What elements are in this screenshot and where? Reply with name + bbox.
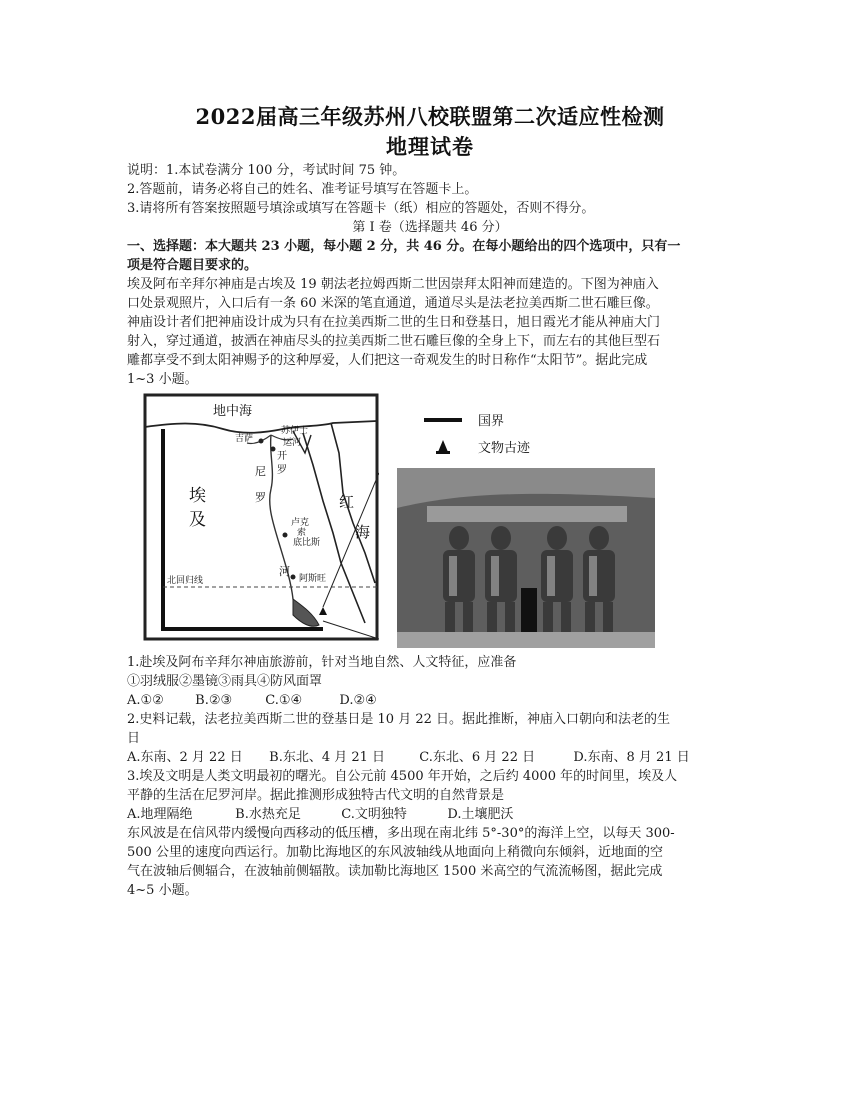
map-label-nile: 尼 [255,465,266,478]
option-c[interactable]: C.文明独特 [341,807,407,822]
passage-line: 射入，穿过通道，披洒在神庙尽头的拉美西斯二世石雕巨像的全身上下，而左右的其他巨型石 [127,334,661,349]
map-label-aswan: 阿斯旺 [299,574,327,584]
option-b[interactable]: B.东北、4 月 21 日 [269,750,386,765]
passage-line: 埃及阿布辛拜尔神庙是古埃及 19 朝法老拉姆西斯二世因崇拜太阳神而建造的。下图为神庙入 [127,277,659,292]
instruction-line: 2.答题前，请务必将自己的姓名、准考证号填写在答题卡上。 [127,182,478,197]
map-label-luxor: 索 [297,528,307,538]
map-label-nile: 罗 [255,491,266,504]
part-heading: 一、选择题：本大题共 23 小题，每小题 2 分，共 46 分。在每小题给出的四个选项中，只有一 [127,239,681,254]
question-stem: 日 [127,731,141,746]
option-c[interactable]: C.①④ [265,693,303,708]
question-options [127,748,737,767]
exam-title: 2022届高三年级苏州八校联盟第二次适应性检测 [195,104,665,129]
passage-line: 500 公里的速度向西运行。加勒比海地区的东风波轴线从地面向上稍微向东倾斜，近地面的空 [127,845,663,860]
map-label-egypt: 及 [189,510,206,530]
map-label-tropic: 北回归线 [167,576,204,586]
map-label-red-sea: 海 [355,523,371,541]
temple-photo [397,468,655,648]
egypt-temple-figure [143,393,655,651]
option-a[interactable]: A.东南、2 月 22 日 [127,750,243,765]
map-label-nile: 河 [279,565,290,578]
map-label-cairo: 罗 [277,465,287,476]
passage-line: 4~5 小题。 [127,883,198,898]
option-a[interactable]: A.①② [127,693,164,708]
question-options [127,691,737,710]
option-d[interactable]: D.土壤肥沃 [447,807,514,822]
relic-legend-icon [438,440,448,452]
option-b[interactable]: B.水热充足 [235,807,301,822]
egypt-map [143,393,379,641]
section-title: 第 I 卷（选择题共 46 分） [352,220,508,235]
question-stem: 1.赴埃及阿布辛拜尔神庙旅游前，针对当地自然、人文特征，应准备 [127,655,517,670]
question-items: ①羽绒服②墨镜③雨具④防风面罩 [127,674,323,689]
instruction-line: 3.请将所有答案按照题号填涂或填写在答题卡（纸）相应的答题处，否则不得分。 [127,201,595,216]
legend-relic-label: 文物古迹 [478,441,531,456]
question-stem: 2.史料记载，法老拉美西斯二世的登基日是 10 月 22 日。据此推断，神庙入口朝向和法老的生 [127,712,671,727]
map-label-luxor: 卢克 [291,518,310,528]
map-label-suez: 运河 [283,438,302,448]
passage-line: 东风波是在信风带内缓慢向西移动的低压槽，多出现在南北纬 5°-30°的海洋上空，以每天 300- [127,826,675,841]
map-label-egypt: 埃 [189,486,206,506]
instruction-line: 说明：1.本试卷满分 100 分，考试时间 75 钟。 [127,163,406,178]
map-label-giza: 吉萨 [235,434,254,444]
option-d[interactable]: D.②④ [339,693,377,708]
passage-line: 口处景观照片，入口后有一条 60 米深的笔直通道，通道尽头是法老拉美西斯二世石雕巨像。 [127,296,659,311]
passage-line: 神庙设计者们把神庙设计成为只有在拉美西斯二世的生日和登基日，旭日霞光才能从神庙大门 [127,315,661,330]
passage-line: 雕都享受不到太阳神赐予的这种厚爱，人们把这一奇观发生的时日称作“太阳节”。据此完成 [127,353,648,368]
map-label-suez: 苏伊士 [281,426,309,436]
passage-line: 1~3 小题。 [127,372,198,387]
passage-line: 气在波轴后侧辐合，在波轴前侧辐散。读加勒比海地区 1500 米高空的气流流畅图，据此完成 [127,864,663,879]
question-options [127,805,737,824]
map-legend [422,410,542,460]
question-stem: 3.埃及文明是人类文明最初的曙光。自公元前 4500 年开始，之后约 4000 年的时间里，埃及人 [127,769,678,784]
exam-subtitle: 地理试卷 [386,134,474,159]
map-label-red-sea: 红 [339,493,355,511]
legend-border-label: 国界 [478,414,505,429]
map-label-mediterranean: 地中海 [213,404,253,419]
option-d[interactable]: D.东南、8 月 21 日 [573,750,690,765]
question-stem: 平静的生活在尼罗河岸。据此推测形成独特古代文明的自然背景是 [127,788,505,803]
map-label-cairo: 开 [277,451,287,462]
option-c[interactable]: C.东北、6 月 22 日 [419,750,536,765]
part-heading: 项是符合题目要求的。 [127,258,258,273]
option-a[interactable]: A.地理隔绝 [127,807,193,822]
option-b[interactable]: B.②③ [195,693,233,708]
map-label-thebes: 底比斯 [293,538,321,548]
